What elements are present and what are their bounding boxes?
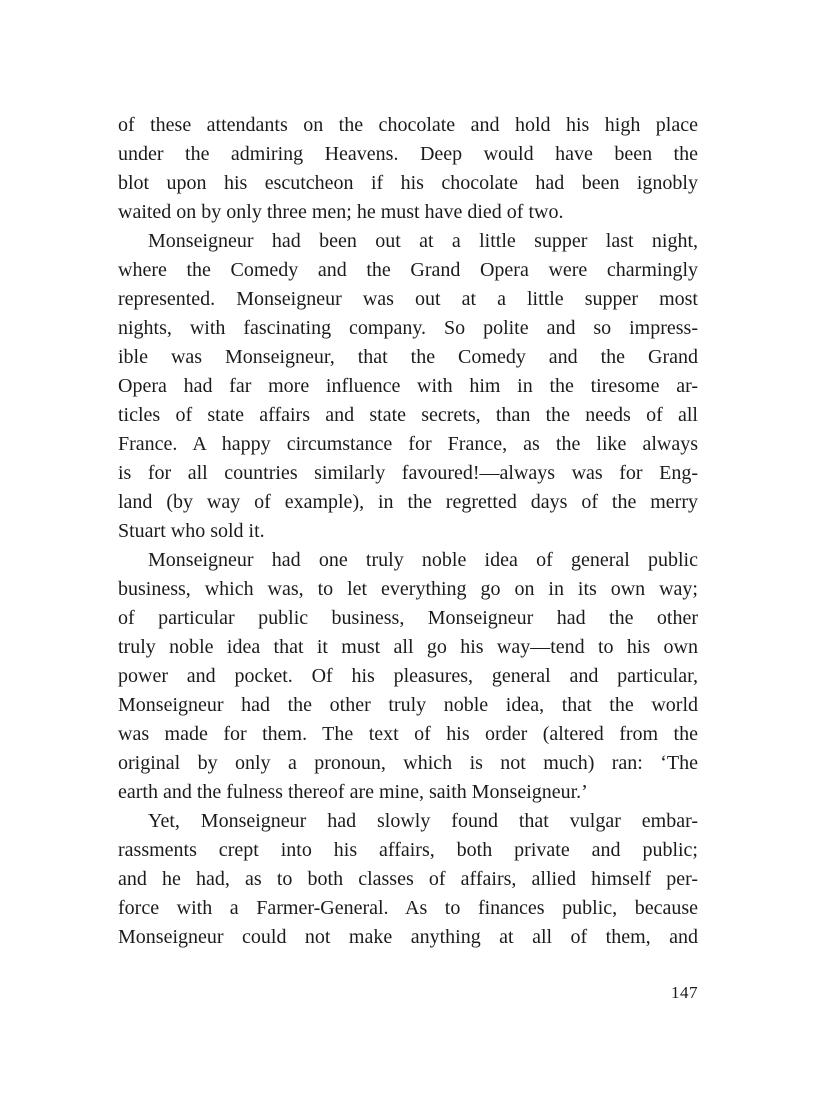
paragraph (118, 546, 698, 807)
text-line: is for all countries similarly favoured!—always was for Eng- (118, 462, 698, 484)
text-line: nights, with fascinating company. So polite and so impress- (118, 317, 698, 339)
paragraph (118, 227, 698, 546)
text-line: Yet, Monseigneur had slowly found that vulgar embar- (148, 810, 698, 832)
text-line: Opera had far more influence with him in the tiresome ar- (118, 375, 698, 397)
text-line: Monseigneur had the other truly noble idea, that the world (118, 694, 698, 716)
text-line: ible was Monseigneur, that the Comedy and the Grand (118, 346, 698, 368)
paragraph (118, 111, 698, 227)
text-line: was made for them. The text of his order (altered from the (118, 723, 698, 745)
text-line: of particular public business, Monseigneur had the other (118, 607, 698, 629)
page-text (118, 111, 698, 952)
text-line: land (by way of example), in the regretted days of the merry (118, 491, 698, 513)
text-line: business, which was, to let everything go on in its own way; (118, 578, 698, 600)
text-line: France. A happy circumstance for France, as the like always (118, 433, 698, 455)
page-number: 147 (671, 983, 698, 1002)
text-line: Monseigneur could not make anything at all of them, and (118, 926, 698, 948)
text-line: Stuart who sold it. (118, 520, 265, 542)
text-line: Monseigneur had been out at a little supper last night, (148, 230, 698, 252)
text-line: blot upon his escutcheon if his chocolate had been ignobly (118, 172, 698, 194)
text-line: waited on by only three men; he must have died of two. (118, 201, 564, 223)
paragraph (118, 807, 698, 952)
text-line: under the admiring Heavens. Deep would have been the (118, 143, 698, 165)
text-line: truly noble idea that it must all go his way—tend to his own (118, 636, 698, 658)
text-line: of these attendants on the chocolate and hold his high place (118, 114, 698, 136)
text-line: represented. Monseigneur was out at a little supper most (118, 288, 698, 310)
text-line: where the Comedy and the Grand Opera were charmingly (118, 259, 698, 281)
text-line: Monseigneur had one truly noble idea of general public (148, 549, 698, 571)
text-line: earth and the fulness thereof are mine, saith Monseigneur.’ (118, 781, 588, 803)
text-line: original by only a pronoun, which is not much) ran: ‘The (118, 752, 698, 774)
text-line: ticles of state affairs and state secrets, than the needs of all (118, 404, 698, 426)
text-line: force with a Farmer-General. As to finances public, because (118, 897, 698, 919)
text-line: and he had, as to both classes of affairs, allied himself per- (118, 868, 698, 890)
text-line: rassments crept into his affairs, both private and public; (118, 839, 698, 861)
text-line: power and pocket. Of his pleasures, general and particular, (118, 665, 698, 687)
